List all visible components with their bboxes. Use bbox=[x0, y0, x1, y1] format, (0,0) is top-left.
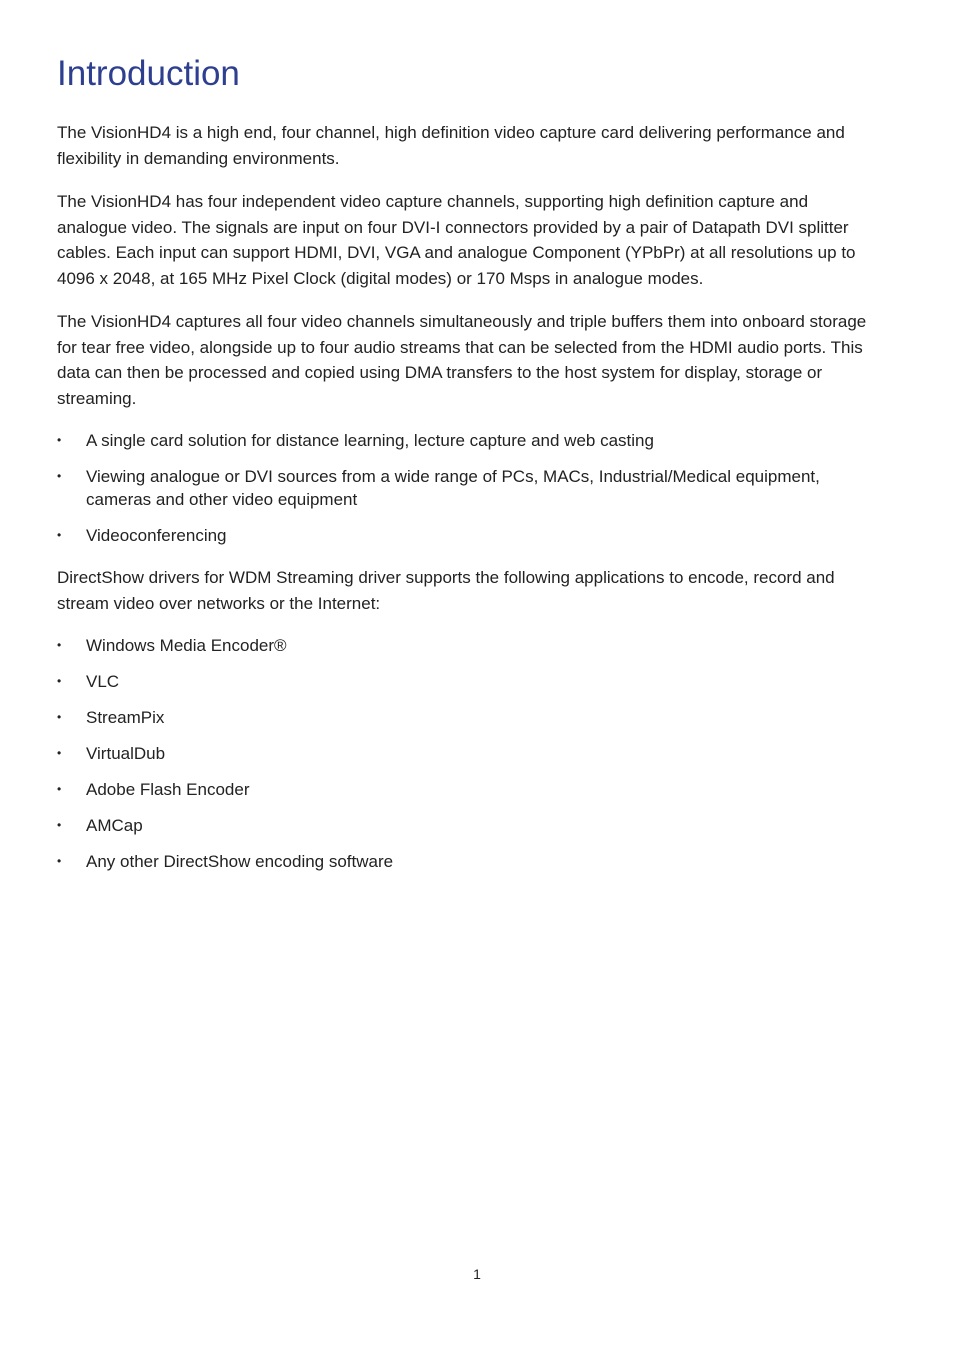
bullet-icon: • bbox=[57, 746, 62, 760]
channels-paragraph: The VisionHD4 has four independent video capture channels, supporting high definition capture and analogue video. The signals are input on four DVI-I connectors provided by a pair of Datapath DVI splitter cables. Each input can support HDMI, DVI, VGA and analogue Component (YPbPr) at all resolutions up to 4096 x 2048, at 165 MHz Pixel Clock (digital modes) or 170 Msps in analogue modes. bbox=[57, 192, 856, 288]
list-item bbox=[57, 524, 867, 547]
list-item-text: StreamPix bbox=[86, 708, 165, 727]
list-item bbox=[57, 670, 867, 693]
drivers-paragraph: DirectShow drivers for WDM Streaming driver supports the following applications to encode, record and stream video over networks or the Internet: bbox=[57, 568, 835, 613]
bullet-icon: • bbox=[57, 818, 62, 832]
list-item bbox=[57, 742, 867, 765]
bullet-icon: • bbox=[57, 528, 62, 542]
list-item bbox=[57, 465, 867, 511]
list-item-text: AMCap bbox=[86, 816, 143, 835]
bullet-icon: • bbox=[57, 469, 62, 483]
list-item-text: Any other DirectShow encoding software bbox=[86, 852, 394, 871]
uses-list bbox=[57, 429, 867, 547]
bullet-icon: • bbox=[57, 433, 62, 447]
bullet-icon: • bbox=[57, 854, 62, 868]
list-item-text: VLC bbox=[86, 672, 120, 691]
list-item bbox=[57, 706, 867, 729]
applications-list bbox=[57, 634, 867, 873]
list-item bbox=[57, 850, 867, 873]
capture-paragraph: The VisionHD4 captures all four video channels simultaneously and triple buffers them into onboard storage for tear free video, alongside up to four audio streams that can be selected from the HDMI audio ports. This data can then be processed and copied using DMA transfers to the host system for display, storage or streaming. bbox=[57, 312, 867, 408]
list-item-text: VirtualDub bbox=[86, 744, 166, 763]
intro-paragraph: The VisionHD4 is a high end, four channel, high definition video capture card delivering performance and flexibility in demanding environments. bbox=[57, 123, 845, 168]
bullet-icon: • bbox=[57, 674, 62, 688]
list-item-text: Videoconferencing bbox=[86, 526, 227, 545]
page-content bbox=[57, 120, 867, 891]
page-number: 1 bbox=[473, 1266, 481, 1282]
page-title: Introduction bbox=[57, 54, 240, 93]
list-item bbox=[57, 778, 867, 801]
list-item-text: A single card solution for distance learning, lecture capture and web casting bbox=[86, 431, 654, 450]
list-item-text: Adobe Flash Encoder bbox=[86, 780, 250, 799]
bullet-icon: • bbox=[57, 782, 62, 796]
bullet-icon: • bbox=[57, 710, 62, 724]
list-item-text: Windows Media Encoder® bbox=[86, 636, 287, 655]
list-item bbox=[57, 814, 867, 837]
list-item bbox=[57, 429, 867, 452]
list-item bbox=[57, 634, 867, 657]
list-item-text: Viewing analogue or DVI sources from a wide range of PCs, MACs, Industrial/Medical equipment, cameras and other video equipment bbox=[86, 467, 820, 509]
bullet-icon: • bbox=[57, 638, 62, 652]
